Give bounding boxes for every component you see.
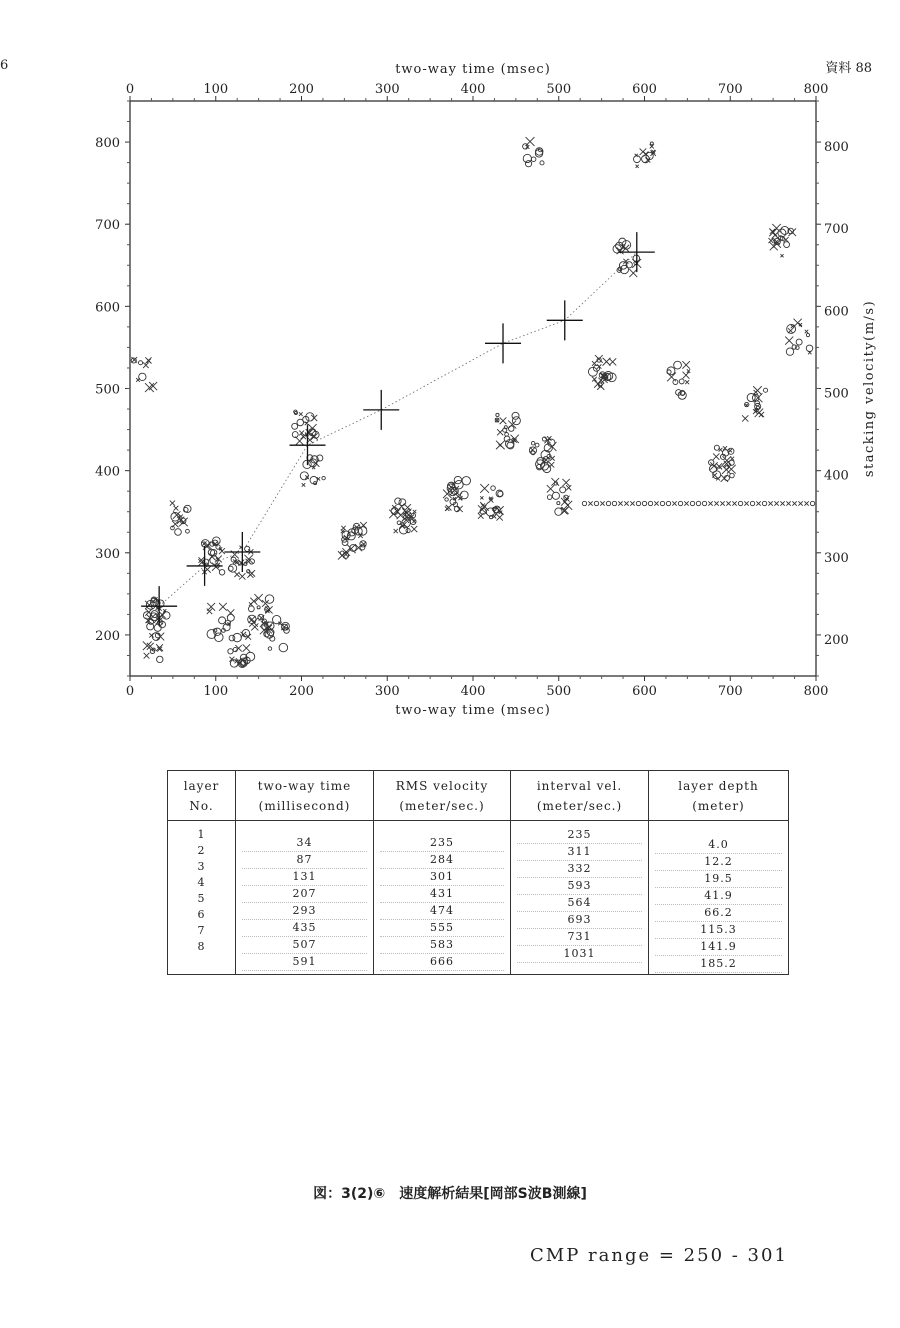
semblance-point (633, 156, 640, 163)
table-cell: 19.5 (655, 871, 782, 888)
y-tick-label-right: 400 (824, 468, 849, 484)
semblance-point (254, 594, 262, 602)
semblance-point (397, 521, 401, 525)
semblance-point (788, 228, 796, 236)
semblance-point (796, 339, 802, 345)
semblance-point (248, 606, 254, 612)
semblance-point (750, 501, 754, 505)
semblance-point (219, 617, 226, 624)
y-tick-label-right: 700 (824, 222, 849, 238)
semblance-point (594, 501, 598, 505)
table-cell: 555 (380, 920, 504, 937)
semblance-point (308, 424, 316, 432)
semblance-point (612, 501, 616, 505)
table-cell: 666 (380, 954, 504, 971)
x-tick-label-bottom: 100 (203, 684, 229, 699)
velocity-picks-layer (141, 232, 655, 626)
page-number: 6 (0, 58, 9, 73)
semblance-point (713, 453, 719, 459)
semblance-point (682, 361, 689, 368)
semblance-point (299, 412, 303, 416)
semblance-point (588, 367, 597, 376)
table-cell: 564 (517, 895, 642, 912)
semblance-point (744, 501, 748, 505)
semblance-point (560, 487, 566, 493)
semblance-point (772, 224, 781, 233)
table-cell: 2 (197, 844, 206, 857)
table-cell: 311 (517, 844, 642, 861)
table-cell: 141.9 (655, 939, 782, 956)
semblance-point (709, 465, 716, 472)
semblance-point (235, 645, 241, 651)
table-cell: 474 (380, 903, 504, 920)
semblance-point (629, 269, 637, 277)
table-cell: 593 (517, 878, 642, 895)
semblance-point (747, 394, 755, 402)
semblance-point (719, 448, 723, 452)
table-cell: 4 (197, 876, 206, 889)
table-cell: 5 (197, 892, 206, 905)
semblance-point (138, 361, 142, 365)
semblance-point (175, 529, 182, 536)
semblance-point (228, 649, 233, 654)
semblance-point (413, 510, 416, 513)
semblance-point (257, 606, 260, 609)
semblance-point (618, 501, 622, 505)
table-row (168, 821, 789, 975)
x-tick-label-bottom: 500 (546, 684, 572, 699)
semblance-point (696, 501, 700, 505)
semblance-point (562, 479, 569, 486)
table-cell: 4.0 (655, 837, 782, 854)
semblance-point (630, 501, 634, 505)
semblance-point (139, 373, 146, 380)
semblance-point (249, 559, 254, 564)
semblance-point (251, 623, 258, 630)
table-cell: 332 (517, 861, 642, 878)
semblance-point (650, 142, 653, 145)
semblance-point (526, 137, 535, 146)
semblance-point (774, 501, 778, 505)
semblance-point (684, 501, 688, 505)
semblance-point (720, 501, 724, 505)
velocity-pick (485, 323, 521, 363)
velocity-pick (187, 546, 223, 586)
semblance-point (566, 485, 571, 490)
semblance-point (702, 501, 706, 505)
semblance-point (170, 501, 175, 506)
semblance-point (617, 247, 624, 254)
semblance-point (163, 612, 171, 620)
semblance-point (397, 511, 405, 519)
semblance-point (531, 441, 534, 444)
table-cell: 507 (242, 937, 367, 954)
velocity-pick (141, 586, 177, 626)
x-axis-title-top: two-way time (msec) (395, 62, 551, 77)
semblance-point (341, 526, 345, 530)
table-cell: 6 (197, 908, 206, 921)
semblance-point (531, 157, 536, 162)
cmp-range-label: CMP range = 250 - 301 (530, 1245, 788, 1266)
semblance-point (207, 609, 212, 614)
table-cell: 1031 (517, 946, 642, 963)
table-cell: 34 (242, 835, 367, 852)
semblance-point (642, 501, 646, 505)
semblance-point (272, 615, 280, 623)
y-tick-label-left: 400 (95, 464, 120, 480)
semblance-point (674, 361, 682, 369)
x-tick-label-bottom: 0 (125, 684, 135, 699)
y-tick-label-left: 500 (95, 382, 120, 398)
semblance-point (810, 501, 814, 505)
table-header-row (168, 771, 789, 821)
semblance-point (234, 572, 239, 577)
semblance-point (788, 328, 793, 333)
semblance-point (592, 361, 597, 366)
table-cell: 8 (197, 940, 206, 953)
semblance-point (729, 449, 732, 452)
semblance-point (136, 378, 140, 382)
x-tick-label-top: 300 (374, 82, 400, 97)
semblance-point (679, 379, 684, 384)
table-cell: 3 (197, 860, 206, 873)
semblance-point (654, 501, 658, 505)
semblance-point (798, 501, 802, 505)
table-cell: 235 (380, 835, 504, 852)
semblance-point (672, 501, 676, 505)
semblance-point (793, 319, 801, 327)
table-cell: 284 (380, 852, 504, 869)
semblance-point (738, 501, 742, 505)
semblance-point (219, 603, 227, 611)
header-interval-velocity: interval vel. (meter/sec.) (511, 771, 649, 821)
semblance-point (186, 529, 190, 533)
semblance-point (685, 380, 689, 384)
semblance-point (227, 614, 234, 621)
semblance-point (557, 502, 560, 505)
table-cell: 1 (197, 828, 206, 841)
header-layer-depth: layer depth (meter) (649, 771, 789, 821)
semblance-point (540, 161, 544, 165)
semblance-point (448, 482, 455, 489)
semblance-point (292, 423, 298, 429)
semblance-point (660, 501, 664, 505)
semblance-point (768, 238, 773, 243)
y-tick-label-right: 300 (824, 550, 849, 566)
semblance-point (805, 330, 808, 333)
semblance-point (157, 656, 163, 662)
column-rms-velocity (374, 821, 511, 975)
table-cell: 431 (380, 886, 504, 903)
semblance-point (792, 501, 796, 505)
table-cell: 207 (242, 886, 367, 903)
y-tick-label-right: 800 (824, 140, 849, 156)
semblance-point (606, 501, 610, 505)
semblance-point (729, 460, 734, 465)
table-cell: 235 (517, 827, 642, 844)
semblance-point (292, 432, 298, 438)
velocity-results-table (167, 770, 789, 975)
semblance-point (394, 529, 398, 533)
semblance-point (722, 465, 731, 474)
table-cell: 591 (242, 954, 367, 971)
semblance-point (763, 388, 767, 392)
semblance-point (714, 501, 718, 505)
table-cell: 301 (380, 869, 504, 886)
x-tick-label-top: 0 (125, 82, 135, 97)
semblance-point (742, 415, 748, 421)
semblance-point (322, 476, 325, 479)
semblance-point (265, 595, 274, 604)
semblance-point (248, 616, 255, 623)
column-interval-velocity (511, 821, 649, 975)
semblance-point (512, 417, 520, 425)
x-tick-label-bottom: 300 (374, 684, 400, 699)
y-tick-label-right: 200 (824, 632, 849, 648)
semblance-point (523, 154, 531, 162)
x-tick-label-bottom: 400 (460, 684, 486, 699)
column-two-way-time (236, 821, 374, 975)
velocity-pick (547, 300, 583, 340)
x-tick-label-top: 200 (289, 82, 314, 97)
semblance-point (215, 633, 224, 642)
semblance-point (172, 521, 178, 527)
semblance-point (549, 462, 554, 467)
semblance-point (709, 460, 714, 465)
y-tick-label-left: 800 (95, 136, 120, 152)
x-tick-label-top: 100 (203, 82, 229, 97)
semblance-point (683, 372, 690, 379)
semblance-point (535, 443, 539, 447)
semblance-point (678, 501, 682, 505)
column-layer-no (168, 821, 236, 975)
semblance-point (786, 501, 790, 505)
axes-layer (95, 82, 849, 699)
semblance-point (411, 526, 417, 532)
semblance-point (480, 496, 483, 499)
semblance-point (496, 441, 505, 450)
semblance-point (491, 486, 496, 491)
y-tick-label-left: 600 (95, 300, 120, 316)
semblance-point (279, 643, 288, 652)
table-cell: 131 (242, 869, 367, 886)
plot-frame (130, 101, 816, 676)
semblance-point (582, 501, 586, 505)
table-cell: 583 (380, 937, 504, 954)
figure-caption: 図：3(2)⑥ 速度解析結果[岡部S波B測線] (313, 1186, 587, 1202)
semblance-point (755, 409, 764, 418)
semblance-point (666, 501, 670, 505)
y-tick-label-left: 300 (95, 546, 120, 562)
semblance-point (550, 456, 555, 461)
semblance-point (756, 501, 760, 505)
x-tick-label-top: 400 (460, 82, 486, 97)
semblance-point (462, 477, 470, 485)
semblance-point (398, 503, 404, 509)
y-axis-title-right: stacking velocity(m/s) (862, 299, 877, 478)
semblance-point (454, 476, 461, 483)
semblance-point (268, 647, 271, 650)
semblance-point (243, 644, 250, 651)
table-cell: 87 (242, 852, 367, 869)
semblance-point (445, 498, 448, 501)
document-reference: 資料 88 (825, 61, 872, 76)
semblance-point (145, 383, 154, 392)
semblance-point (598, 378, 603, 383)
semblance-point (588, 501, 592, 505)
table-cell: 12.2 (655, 854, 782, 871)
y-tick-label-left: 200 (95, 628, 120, 644)
semblance-point (609, 358, 616, 365)
semblance-point (806, 345, 813, 352)
semblance-point (547, 495, 552, 500)
table-cell: 41.9 (655, 888, 782, 905)
semblance-point (714, 445, 719, 450)
table-cell: 293 (242, 903, 367, 920)
semblance-point (496, 514, 502, 520)
semblance-points-layer (131, 137, 815, 667)
semblance-point (156, 644, 163, 651)
semblance-point (297, 419, 304, 426)
semblance-point (209, 553, 216, 560)
x-tick-label-bottom: 200 (289, 684, 314, 699)
semblance-point (762, 501, 766, 505)
semblance-point (300, 472, 308, 480)
table-cell: 731 (517, 929, 642, 946)
semblance-point (245, 546, 250, 551)
table-cell: 435 (242, 920, 367, 937)
semblance-point (552, 492, 559, 499)
table-cell: 7 (197, 924, 206, 937)
semblance-point (508, 426, 513, 431)
table-cell: 693 (517, 912, 642, 929)
x-tick-label-top: 800 (803, 82, 829, 97)
semblance-point (732, 501, 736, 505)
semblance-point (295, 437, 304, 446)
semblance-point (500, 417, 507, 424)
semblance-point (636, 501, 640, 505)
semblance-point (547, 485, 555, 493)
semblance-point (784, 242, 790, 248)
semblance-point (443, 490, 451, 498)
semblance-point (636, 165, 639, 168)
header-rms-velocity: RMS velocity (meter/sec.) (374, 771, 511, 821)
semblance-point (360, 522, 367, 529)
semblance-point (144, 653, 150, 659)
table-cell: 66.2 (655, 905, 782, 922)
semblance-point (412, 520, 415, 523)
semblance-point (624, 501, 628, 505)
semblance-point (786, 348, 793, 355)
y-tick-label-right: 600 (824, 304, 849, 320)
semblance-point (648, 501, 652, 505)
semblance-point (690, 501, 694, 505)
semblance-point (311, 433, 318, 440)
semblance-point (768, 501, 772, 505)
semblance-point (302, 483, 306, 487)
x-axis-title-bottom: two-way time (msec) (395, 703, 551, 718)
semblance-point (780, 254, 783, 257)
semblance-point (806, 333, 809, 336)
semblance-point (780, 501, 784, 505)
header-two-way-time: two-way time (millisecond) (236, 771, 374, 821)
semblance-point (233, 633, 241, 641)
x-tick-label-bottom: 600 (632, 684, 657, 699)
semblance-point (804, 501, 808, 505)
semblance-point (219, 548, 225, 554)
semblance-point (600, 501, 604, 505)
semblance-point (607, 373, 616, 382)
x-tick-label-bottom: 700 (717, 684, 743, 699)
column-layer-depth (649, 821, 789, 975)
semblance-point (785, 337, 793, 345)
semblance-point (496, 413, 499, 416)
x-tick-label-top: 700 (717, 82, 743, 97)
semblance-point (726, 501, 730, 505)
header-layer-no: layer No. (168, 771, 236, 821)
x-tick-label-bottom: 800 (803, 684, 829, 699)
table-cell: 115.3 (655, 922, 782, 939)
y-tick-label-left: 700 (95, 218, 120, 234)
x-tick-label-top: 500 (546, 82, 572, 97)
velocity-pick (363, 390, 399, 430)
x-tick-label-top: 600 (632, 82, 657, 97)
semblance-point (174, 506, 179, 511)
semblance-point (239, 573, 245, 579)
semblance-point (460, 491, 468, 499)
semblance-point (395, 498, 401, 504)
y-tick-label-right: 500 (824, 386, 849, 402)
semblance-point (480, 484, 489, 493)
table-cell: 185.2 (655, 956, 782, 973)
semblance-point (708, 501, 712, 505)
